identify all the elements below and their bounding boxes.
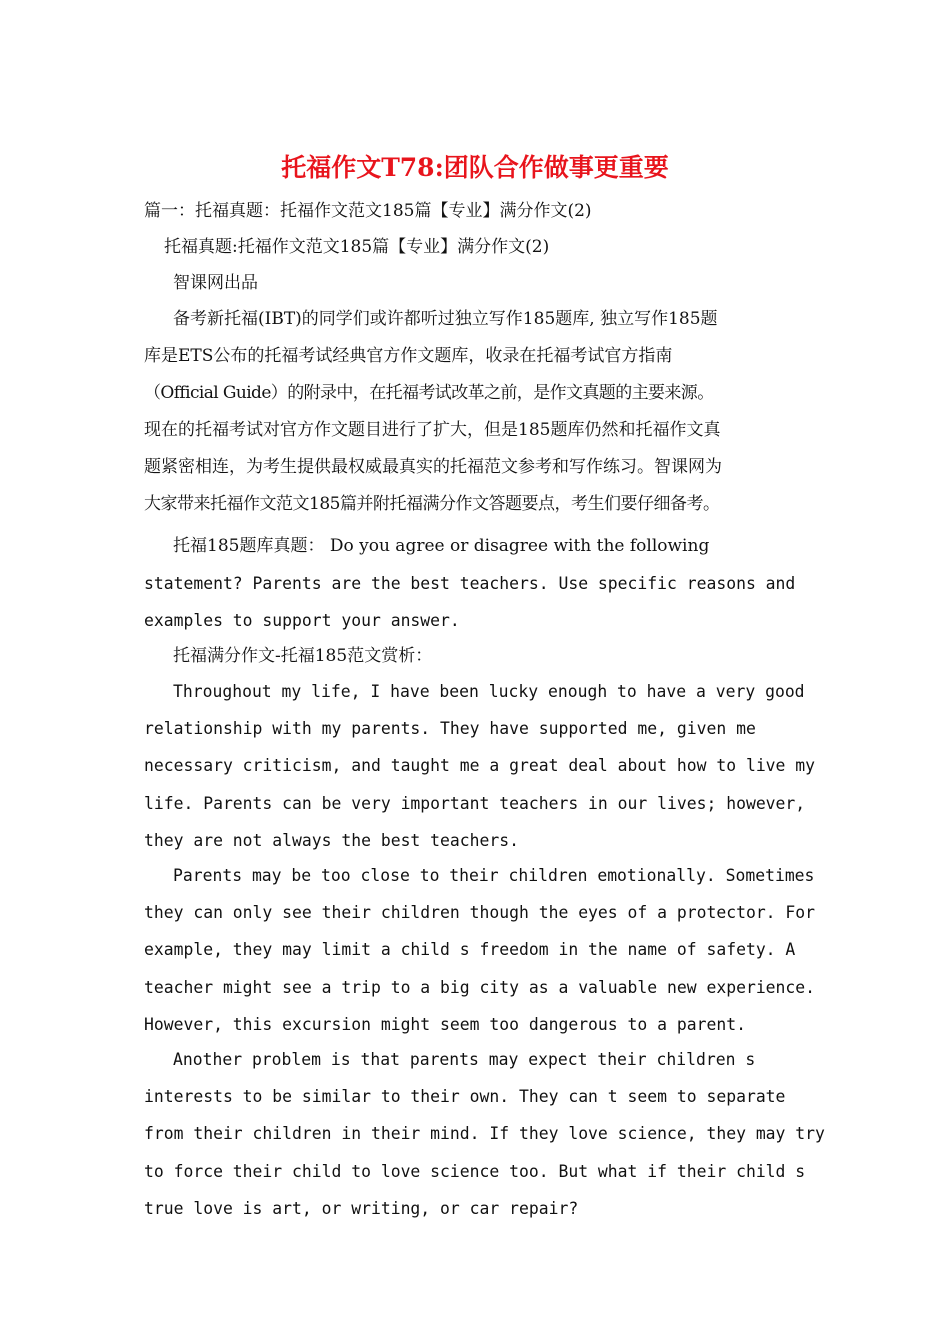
text-line: Throughout my life, I have been lucky enough to have a very good — [173, 682, 805, 701]
text-line: teacher might see a trip to a big city as a valuable new experience. — [144, 977, 816, 997]
text-line: relationship with my parents. They have supported me, given me — [144, 719, 756, 739]
text-line: 托福满分作文-托福185范文赏析： — [173, 646, 433, 666]
text-line: 备考新托福(IBT)的同学们或许都听过独立写作185题库, 独立写作185题 — [173, 309, 718, 329]
text-line: necessary criticism, and taught me a great deal about how to live my — [144, 756, 816, 776]
text-line: true love is art, or writing, or car repair? — [144, 1198, 579, 1218]
paragraph — [144, 1041, 825, 1227]
text-line: life. Parents can be very important teachers in our lives; however, — [144, 793, 806, 813]
text-line: they are not always the best teachers. — [144, 830, 519, 850]
text-line: 托福真题:托福作文范文185篇【专业】满分作文(2) — [164, 237, 550, 257]
text-line: （Official Guide）的附录中，在托福考试改革之前，是作文真题的主要来源。 — [144, 383, 714, 403]
text-line: example, they may limit a child s freedom in the name of safety. A — [144, 940, 796, 960]
text-line: Another problem is that parents may expect their children s — [173, 1050, 756, 1070]
paragraph — [144, 301, 810, 523]
text-line: statement? Parents are the best teachers. Use specific reasons and — [144, 574, 796, 593]
text-line: they can only see their children though the eyes of a protector. For — [144, 903, 816, 923]
text-line: 题紧密相连，为考生提供最权威最真实的托福范文参考和写作练习。智课网为 — [144, 457, 722, 477]
paragraph — [144, 673, 816, 859]
text-line: to force their child to love science too. But what if their child s — [144, 1161, 806, 1181]
text-line: examples to support your answer. — [144, 611, 460, 630]
text-line: However, this excursion might seem too dangerous to a parent. — [144, 1014, 746, 1034]
paragraph — [144, 268, 810, 298]
text-line: 库是ETS公布的托福考试经典官方作文题库，收录在托福考试官方指南 — [144, 346, 673, 366]
paragraph — [144, 857, 816, 1043]
text-line: 篇一：托福真题：托福作文范文185篇【专业】满分作文(2) — [144, 201, 592, 221]
text-line: 大家带来托福作文范文185篇并附托福满分作文答题要点，考生们要仔细备考。 — [144, 494, 720, 514]
paragraph — [144, 232, 810, 262]
paragraph — [144, 528, 810, 639]
section-heading — [144, 196, 810, 226]
text-line: interests to be similar to their own. They can t seem to separate — [144, 1087, 786, 1107]
text-line: 托福185题库真题： Do you agree or disagree with the following — [173, 536, 710, 556]
text-line: Parents may be too close to their children emotionally. Sometimes — [173, 866, 815, 886]
text-line: from their children in their mind. If they love science, they may try — [144, 1124, 825, 1144]
document-title: 托福作文T78:团队合作做事更重要 — [281, 153, 669, 182]
paragraph — [144, 639, 810, 673]
document-body — [144, 196, 825, 1225]
text-line: 现在的托福考试对官方作文题目进行了扩大，但是185题库仍然和托福作文真 — [144, 420, 721, 440]
text-line: 智课网出品 — [173, 273, 258, 293]
